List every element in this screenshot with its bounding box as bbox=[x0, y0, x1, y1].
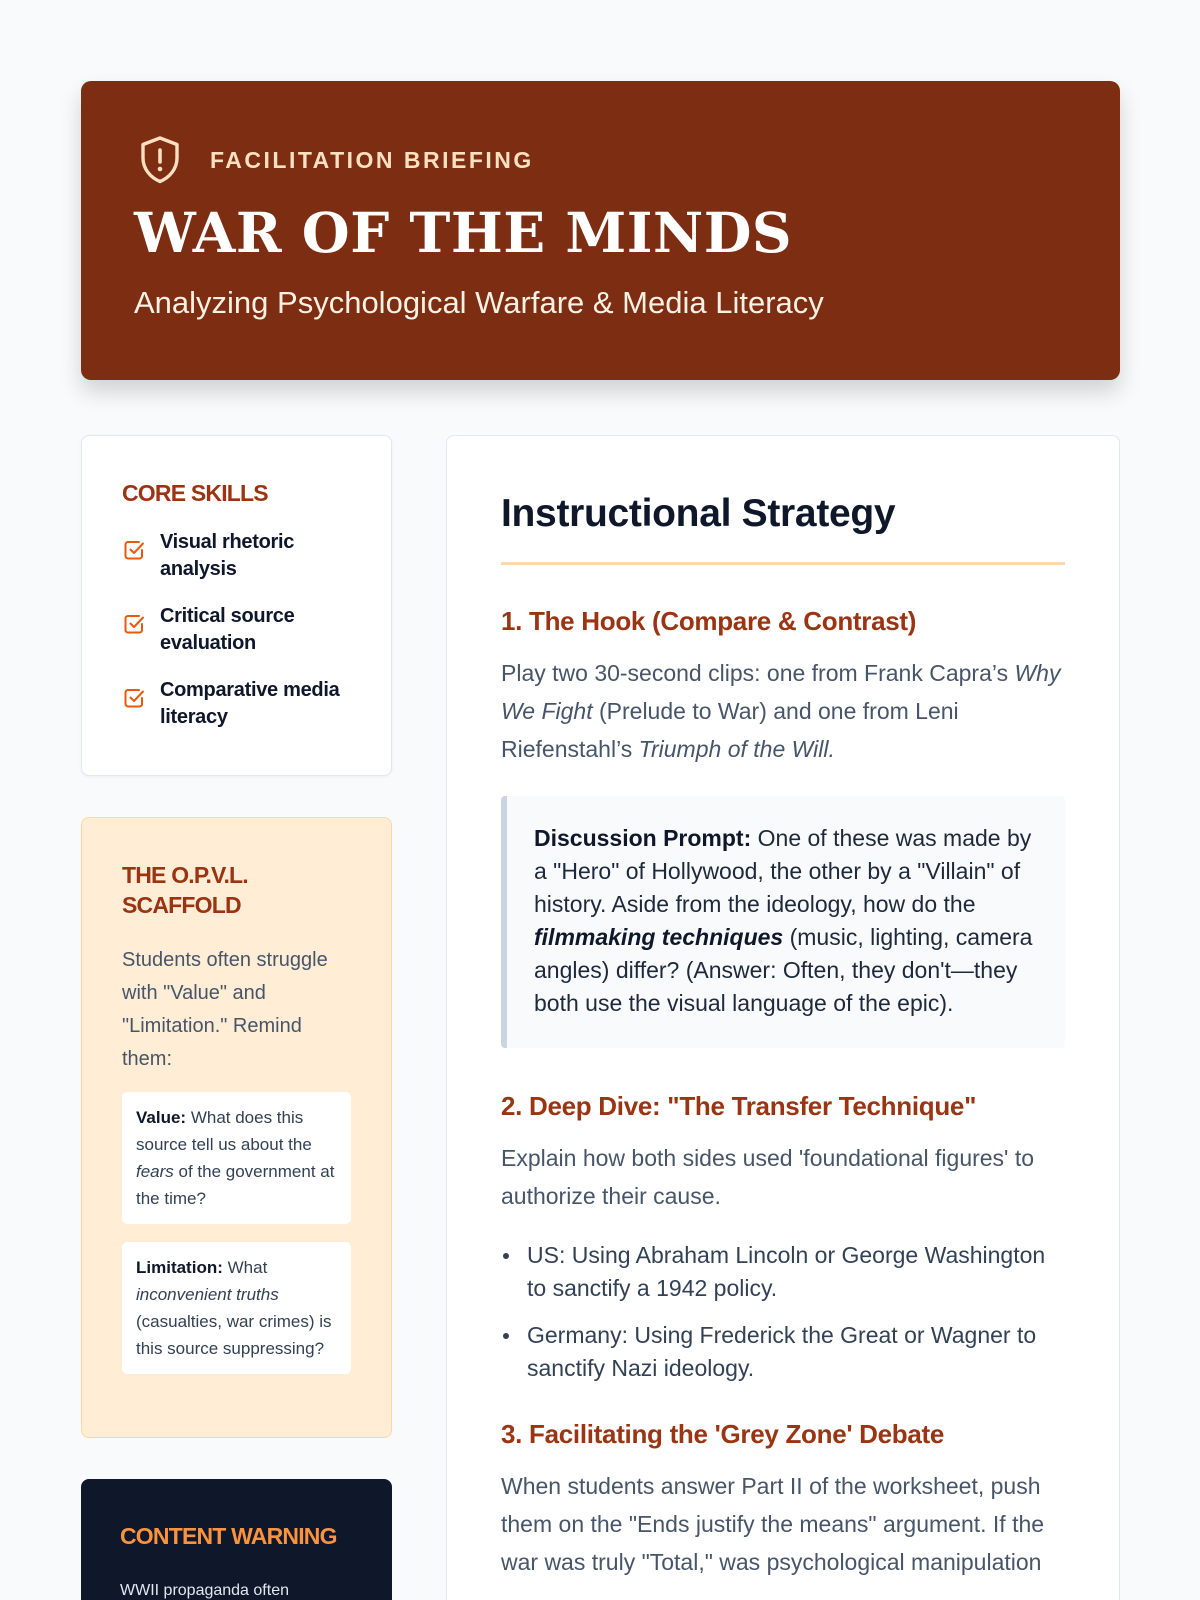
content-warning-card bbox=[81, 1479, 392, 1600]
skill-label: Critical source evaluation bbox=[160, 605, 295, 654]
limitation-label: Limitation: bbox=[136, 1258, 223, 1277]
checkbox-icon bbox=[122, 686, 146, 710]
transfer-examples-list bbox=[501, 1239, 1065, 1385]
strategy-title: Instructional Strategy bbox=[501, 492, 896, 535]
limitation-emphasis: inconvenient truths bbox=[136, 1285, 279, 1304]
header-kicker bbox=[134, 135, 1067, 185]
film-title: Why We Fight bbox=[501, 660, 1061, 724]
page-subtitle: Analyzing Psychological Warfare & Media Literacy bbox=[134, 285, 824, 320]
value-text-end: of the government at the time? bbox=[136, 1162, 335, 1208]
debate-heading: 3. Facilitating the 'Grey Zone' Debate bbox=[501, 1419, 945, 1449]
skill-label: Visual rhetoric analysis bbox=[160, 531, 295, 580]
hook-text-part: Play two 30-second clips: one from Frank Capra’s bbox=[501, 660, 1015, 686]
limitation-text: What bbox=[222, 1258, 268, 1277]
opvl-title: THE O.P.V.L. SCAFFOLD bbox=[122, 862, 248, 918]
core-skills-title: CORE SKILLS bbox=[122, 480, 268, 506]
debate-text: When students answer Part II of the worksheet, push them on the "Ends justify the means" argument. If the war was truly "Total," was psychological manipulation bbox=[501, 1473, 1045, 1575]
instructional-strategy-card bbox=[446, 435, 1120, 1600]
page-title: WAR OF THE MINDS bbox=[134, 200, 793, 265]
prompt-text-end: (music, lighting, camera angles) differ? (Answer: Often, they don't—they both use the visual language of the epic). bbox=[534, 924, 1033, 1016]
list-item bbox=[122, 603, 351, 657]
opvl-intro: Students often struggle with "Value" and "Limitation." Remind them: bbox=[122, 949, 328, 1070]
list-item bbox=[122, 529, 351, 583]
checkbox-icon bbox=[122, 538, 146, 562]
briefing-header bbox=[81, 81, 1120, 380]
prompt-label: Discussion Prompt: bbox=[534, 825, 752, 851]
hook-heading: 1. The Hook (Compare & Contrast) bbox=[501, 606, 917, 636]
shield-alert-icon bbox=[138, 135, 182, 185]
deep-dive-text: Explain how both sides used 'foundational figures' to authorize their cause. bbox=[501, 1145, 1035, 1209]
opvl-scaffold-card bbox=[81, 817, 392, 1438]
skill-label: Comparative media literacy bbox=[160, 679, 340, 728]
title-divider bbox=[501, 562, 1065, 565]
value-note bbox=[122, 1092, 351, 1224]
list-item: Germany: Using Frederick the Great or Wagner to sanctify Nazi ideology. bbox=[501, 1319, 1065, 1385]
hook-text bbox=[501, 654, 1065, 768]
warning-text: WWII propaganda often bbox=[120, 1582, 289, 1599]
limitation-text-end: (casualties, war crimes) is this source suppressing? bbox=[136, 1312, 332, 1358]
core-skills-list bbox=[122, 529, 351, 731]
warning-title: CONTENT WARNING bbox=[120, 1523, 337, 1549]
film-title: Triumph of the Will. bbox=[638, 736, 835, 762]
discussion-prompt bbox=[501, 796, 1065, 1048]
prompt-emphasis: filmmaking techniques bbox=[534, 924, 784, 950]
checkbox-icon bbox=[122, 612, 146, 636]
deep-dive-heading: 2. Deep Dive: "The Transfer Technique" bbox=[501, 1091, 977, 1121]
hook-text-part: (Prelude to War) and one from Leni Riefenstahl’s bbox=[501, 698, 959, 762]
list-item: US: Using Abraham Lincoln or George Washington to sanctify a 1942 policy. bbox=[501, 1239, 1065, 1305]
kicker-label: FACILITATION BRIEFING bbox=[210, 146, 534, 173]
list-item bbox=[122, 677, 351, 731]
value-label: Value: bbox=[136, 1108, 187, 1127]
core-skills-card bbox=[81, 435, 392, 776]
value-text: What does this source tell us about the bbox=[136, 1108, 312, 1154]
value-emphasis: fears bbox=[136, 1162, 174, 1181]
limitation-note bbox=[122, 1242, 351, 1374]
prompt-text: One of these was made by a "Hero" of Hollywood, the other by a "Villain" of history. Aside from the ideology, how do the bbox=[534, 825, 1032, 917]
